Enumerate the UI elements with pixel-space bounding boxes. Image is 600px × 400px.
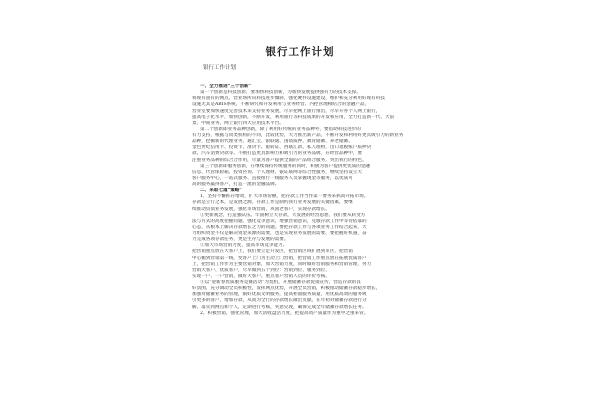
- paragraph-line: 一、全力推进“三个创新”: [200, 84, 252, 89]
- paragraph-line: 第一个创新是科技创新，要加快科技创新，为加快发展提供强有力的技术支撑。: [200, 90, 361, 96]
- paragraph-line: 营销大客户、优质客户，尽早做到五个到位：营销到位、服务到位、: [192, 267, 330, 273]
- paragraph-line: 提高电子化水平，加快创新，不断开发，利用银行等科技成果的开发和应用，全力打造新一代、大前: [192, 114, 395, 120]
- paragraph-line: 高的服务赢得客户，打造一流的金融品牌。: [192, 182, 280, 187]
- paragraph-line: 存款是立行之本，是发展之源，存款工作是制约我行业务发展的关键因素，要继: [192, 200, 353, 206]
- paragraph-line: 款、汽车消费贷款等。不断打造更具影响力和吸引力的业务品牌，在经营品种中，要: [192, 151, 362, 157]
- paragraph-line: 引更多的客户，增加存款，从而为全行的存款增长做出贡献。在年初对储蓄存款进行分: [192, 298, 367, 304]
- paragraph-line: 续推动负债业务发展，强化市场营销，巩固老客户，实现存款增长。: [192, 206, 330, 212]
- paragraph-line: 注重业务品种的综合合作用，尽量为客户提供全面的产品组合服务，突出我行的特色。: [192, 157, 367, 163]
- paragraph-line: 第二个创新即业务品种创新，除了利用好传统的业务品种外，要借助科技进步的: [200, 126, 361, 132]
- paragraph-line: 力完成各项存款任务，更是生存与发展的需要。: [192, 237, 289, 243]
- paragraph-line: 上，把营销工作作为主要营销对象，加大营销力度，同时做好营销服务和营销管理，努力: [192, 261, 372, 267]
- paragraph-line: 客户服务中心，一站式服务、直接推行一线服务人员掌握现金等服务，以优质可: [192, 175, 353, 181]
- paragraph-line: 有力支持，根据与同类机构的不同，比较优势，大力推出新产品，不断开发和利用好更具吸引力的新业务: [192, 133, 404, 138]
- paragraph-line: 心态，从根本上解决存款增长乏力的问题。要把存款工作与各项业务工作结合起来，大: [192, 224, 367, 230]
- paragraph-line: 营业室要加快速度完善技术来支持业务发展，尽早把网上银行推出，尽早开办个人网上银行，: [192, 108, 381, 114]
- document-subtitle: 银行工作计划: [203, 65, 237, 71]
- paragraph-line: 将现有固有的网点、营业场所向科技进步倾斜，强化硬件设施建设，维护和充分利用好现有科技: [192, 96, 385, 102]
- paragraph-line: 2、积极营销，强化管理，加大清收盘活力度，把提高资产质量作为重中之重来管。: [200, 310, 369, 316]
- paragraph-line: ②加大市场营销力度，提高市场竞争能力。: [200, 243, 288, 249]
- paragraph-line: 第三个创新即服务创新，在继续保持传统服务的同时，积极为客户提供更优质的金融: [200, 163, 370, 169]
- paragraph-line: 把营销重点放在大客户上，我们要立足开发区，把营销区域扩展到市区，把营销: [192, 249, 353, 255]
- paragraph-line: ①更新观念，打造强队伍。牢固树立大存款，大发展的经营思想，我们要从转变方: [200, 212, 366, 218]
- paragraph-line: 信息、代管保险箱、投资咨询、个人理财、银证联网等综合性服务，继续坚持设立大: [192, 169, 362, 175]
- paragraph-line: 金色世纪信用卡、投资卡、准贷卡、银转证、西联汇款、私人理财，出口退税账户质押贷: [192, 145, 372, 151]
- paragraph-line: 二、采取七道“策略”: [200, 188, 243, 194]
- paragraph-line: 中心搬到营销第一线，变客户上门为主动上门营销，把营销工作重点放在拓展优质客户: [192, 255, 367, 261]
- paragraph-line: 力组织资金不仅是解决资金来源的需要，也是实现业务发展的需要，要把握好机遇，奋: [192, 231, 367, 236]
- document-body: [192, 84, 410, 396]
- paragraph-line: 解，落实到网点和个人，定期进行考核，奖惩兑现，确保完成全年储蓄存款增长任务。: [192, 304, 367, 310]
- paragraph-line: ③以“迎新春优质服务竞赛活动”为契机，开展储蓄存款促销宣传，营造存款的良: [200, 280, 361, 285]
- document-title: 银行工作计划: [265, 46, 335, 58]
- paragraph-line: 1、坚持不懈抓存增效，扩大市场份额，把存款工作当作第一要务来抓而开拓市场。: [200, 194, 369, 200]
- paragraph-line: 品种，挖掘新的代理业务，通汇宝、银联通、国债质押、教育储蓄、养老储蓄、: [192, 139, 353, 145]
- paragraph-line: 景、中间业务、网上银行四大应用技术平台。: [192, 120, 284, 126]
- paragraph-line: 好氛围，充分调动全员积极性，发挥网点优势，开展全员营销，积极推动储蓄存款稳步增长，: [192, 286, 381, 292]
- paragraph-line: 设施尤其是ABIS系统，不断研究和开发利用与业务经营、内控管理相结合的金融产品，: [192, 102, 370, 108]
- paragraph-line: 法与方式的高度把握问题，强化竞争意识，增强营销意识，克服存款工作中等待依靠的: [192, 218, 367, 224]
- paragraph-line: 实现一户、一户营销，做好大客户、重点客户营销人员的评价考核。: [192, 273, 330, 279]
- paragraph-line: 加强对储蓄业务的管理，搞好优质文明服务，提高柜面服务质量，用优质高效的服务吸: [192, 292, 367, 298]
